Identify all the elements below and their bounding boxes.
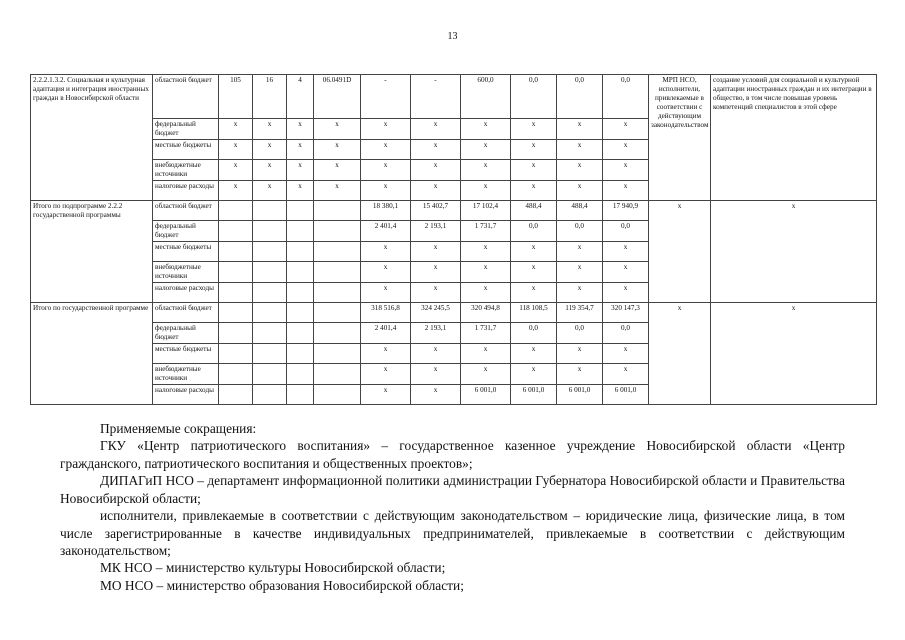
value-cell: 600,0 [461,75,511,119]
value-cell: 324 245,5 [411,303,461,323]
funding-source-cell: внебюджетные источники [153,160,219,181]
code-cell [219,242,253,262]
funding-source-cell: местные бюджеты [153,242,219,262]
value-cell: x [461,140,511,160]
value-cell: x [603,119,649,140]
code-cell: x [219,181,253,201]
value-cell: 17 102,4 [461,201,511,221]
value-cell: x [361,160,411,181]
value-cell: 0,0 [557,323,603,344]
code-cell [314,303,361,323]
value-cell: - [411,75,461,119]
value-cell: x [511,283,557,303]
code-cell: x [287,140,314,160]
abbreviations-title: Применяемые сокращения: [100,421,257,436]
value-cell: 6 001,0 [511,385,557,405]
value-cell: 0,0 [557,75,603,119]
value-cell: x [461,262,511,283]
funding-source-cell: федеральный бюджет [153,221,219,242]
code-cell [219,262,253,283]
value-cell: x [411,385,461,405]
code-cell [287,201,314,221]
code-cell [253,323,287,344]
code-cell [219,385,253,405]
value-cell: x [411,344,461,364]
row-group-label: Итого по государственной программе [31,303,153,405]
code-cell [219,283,253,303]
value-cell: x [603,181,649,201]
value-cell: x [411,242,461,262]
value-cell: 6 001,0 [603,385,649,405]
value-cell: x [557,119,603,140]
value-cell: x [603,140,649,160]
value-cell: x [461,344,511,364]
code-cell [314,221,361,242]
value-cell: 1 731,7 [461,323,511,344]
code-cell [253,262,287,283]
result-cell: x [711,303,877,405]
value-cell: 0,0 [511,323,557,344]
value-cell: 320 494,8 [461,303,511,323]
code-cell [314,242,361,262]
code-cell [253,303,287,323]
value-cell: x [511,344,557,364]
funding-source-cell: местные бюджеты [153,140,219,160]
code-cell [287,262,314,283]
value-cell: x [411,364,461,385]
value-cell: x [461,283,511,303]
value-cell: 119 354,7 [557,303,603,323]
value-cell: 18 380,1 [361,201,411,221]
value-cell: 6 001,0 [461,385,511,405]
value-cell: 488,4 [557,201,603,221]
code-cell: x [314,140,361,160]
value-cell: x [461,160,511,181]
code-cell: x [219,119,253,140]
funding-source-cell: местные бюджеты [153,344,219,364]
budget-table [30,74,877,405]
value-cell: x [603,344,649,364]
value-cell: x [361,262,411,283]
abbreviation-item: ДИПАГиП НСО – департамент информационной политики администрации Губернатора Новосибирской области и Правительства Новосибирской области; [60,473,845,506]
code-cell [219,364,253,385]
value-cell: x [603,283,649,303]
value-cell: x [511,242,557,262]
value-cell: 17 940,9 [603,201,649,221]
code-cell [314,344,361,364]
result-cell: создание условий для социальной и культурной адаптации иностранных граждан и их интеграции в общество, в том числе повышая уровень компетенций специалистов в этой сфере [711,75,877,201]
value-cell: x [361,140,411,160]
code-cell [219,344,253,364]
code-cell: x [314,181,361,201]
value-cell: 0,0 [603,221,649,242]
code-cell [253,283,287,303]
value-cell: x [361,364,411,385]
page-number: 13 [447,31,458,42]
code-cell: 4 [287,75,314,119]
funding-source-cell: налоговые расходы [153,283,219,303]
executor-cell: x [649,201,711,303]
value-cell: x [411,181,461,201]
value-cell: x [461,181,511,201]
value-cell: 0,0 [603,75,649,119]
executor-cell: МРП НСО, исполнители, привлекаемые в соответствии с действующим законодательством [649,75,711,201]
value-cell: x [411,119,461,140]
code-cell: x [314,160,361,181]
value-cell: 1 731,7 [461,221,511,242]
row-group-label: 2.2.2.1.3.2. Социальная и культурная адаптация и интеграция иностранных граждан в Новосибирской области [31,75,153,201]
result-cell: x [711,201,877,303]
value-cell: x [511,160,557,181]
code-cell [253,344,287,364]
abbreviation-item: исполнители, привлекаемые в соответствии с действующим законодательством – юридические лица, физические лица, в том числе зарегистрированные в качестве индивидуальных предпринимателей, привлекаемые в соответствии с действующим законодательством; [60,508,845,558]
value-cell: x [411,160,461,181]
code-cell: x [314,119,361,140]
code-cell: 06.0491D [314,75,361,119]
funding-source-cell: внебюджетные источники [153,364,219,385]
value-cell: x [603,160,649,181]
abbreviations-section [60,420,845,594]
value-cell: x [557,140,603,160]
value-cell: 6 001,0 [557,385,603,405]
table-row [31,201,877,221]
code-cell: x [253,181,287,201]
budget-table-body [31,75,877,405]
value-cell: 2 193,1 [411,221,461,242]
abbreviation-item: МО НСО – министерство образования Новосибирской области; [100,577,464,593]
code-cell [253,242,287,262]
value-cell: x [557,283,603,303]
value-cell: 318 516,8 [361,303,411,323]
value-cell: 320 147,3 [603,303,649,323]
code-cell [219,303,253,323]
funding-source-cell: областной бюджет [153,201,219,221]
value-cell: x [557,262,603,283]
value-cell: x [361,344,411,364]
value-cell: x [411,262,461,283]
value-cell: x [361,119,411,140]
value-cell: 2 401,4 [361,221,411,242]
code-cell [219,221,253,242]
value-cell: x [557,160,603,181]
code-cell: x [253,140,287,160]
code-cell [314,323,361,344]
value-cell: 0,0 [603,323,649,344]
code-cell [253,364,287,385]
value-cell: 488,4 [511,201,557,221]
value-cell: 0,0 [511,221,557,242]
funding-source-cell: внебюджетные источники [153,262,219,283]
funding-source-cell: федеральный бюджет [153,119,219,140]
value-cell: x [511,364,557,385]
value-cell: 2 401,4 [361,323,411,344]
code-cell [287,303,314,323]
value-cell: 0,0 [511,75,557,119]
code-cell [219,201,253,221]
code-cell [287,242,314,262]
code-cell [253,221,287,242]
value-cell: x [411,283,461,303]
code-cell [287,283,314,303]
value-cell: 0,0 [557,221,603,242]
code-cell: 16 [253,75,287,119]
code-cell: x [219,140,253,160]
table-row [31,303,877,323]
code-cell [287,364,314,385]
value-cell: x [361,385,411,405]
code-cell [287,323,314,344]
value-cell: x [461,364,511,385]
value-cell: x [557,242,603,262]
value-cell: 118 108,5 [511,303,557,323]
code-cell [287,344,314,364]
row-group-label: Итого по подпрограмме 2.2.2 государственной программы [31,201,153,303]
funding-source-cell: налоговые расходы [153,385,219,405]
table-row [31,75,877,119]
code-cell: x [253,119,287,140]
value-cell: x [603,364,649,385]
value-cell: - [361,75,411,119]
executor-cell: x [649,303,711,405]
abbreviation-item: МК НСО – министерство культуры Новосибирской области; [100,560,446,576]
value-cell: x [461,119,511,140]
funding-source-cell: областной бюджет [153,303,219,323]
value-cell: x [461,242,511,262]
value-cell: x [603,262,649,283]
code-cell [287,385,314,405]
code-cell: x [253,160,287,181]
value-cell: x [411,140,461,160]
value-cell: x [361,242,411,262]
code-cell [314,262,361,283]
abbreviation-item: ГКУ «Центр патриотического воспитания» – государственное казенное учреждение Новосибирской области «Центр гражданского, патриотического воспитания и общественных проектов»; [60,438,845,471]
code-cell [253,201,287,221]
value-cell: x [511,181,557,201]
code-cell [314,201,361,221]
code-cell [314,385,361,405]
value-cell: x [361,283,411,303]
funding-source-cell: федеральный бюджет [153,323,219,344]
code-cell [314,283,361,303]
code-cell: x [287,160,314,181]
value-cell: x [557,181,603,201]
value-cell: x [557,344,603,364]
code-cell: x [287,119,314,140]
code-cell [219,323,253,344]
value-cell: 15 402,7 [411,201,461,221]
funding-source-cell: областной бюджет [153,75,219,119]
code-cell: x [287,181,314,201]
code-cell [253,385,287,405]
value-cell: x [361,181,411,201]
value-cell: x [511,119,557,140]
value-cell: 2 193,1 [411,323,461,344]
value-cell: x [511,262,557,283]
code-cell: x [219,160,253,181]
funding-source-cell: налоговые расходы [153,181,219,201]
value-cell: x [511,140,557,160]
value-cell: x [603,242,649,262]
code-cell: 105 [219,75,253,119]
code-cell [287,221,314,242]
value-cell: x [557,364,603,385]
code-cell [314,364,361,385]
